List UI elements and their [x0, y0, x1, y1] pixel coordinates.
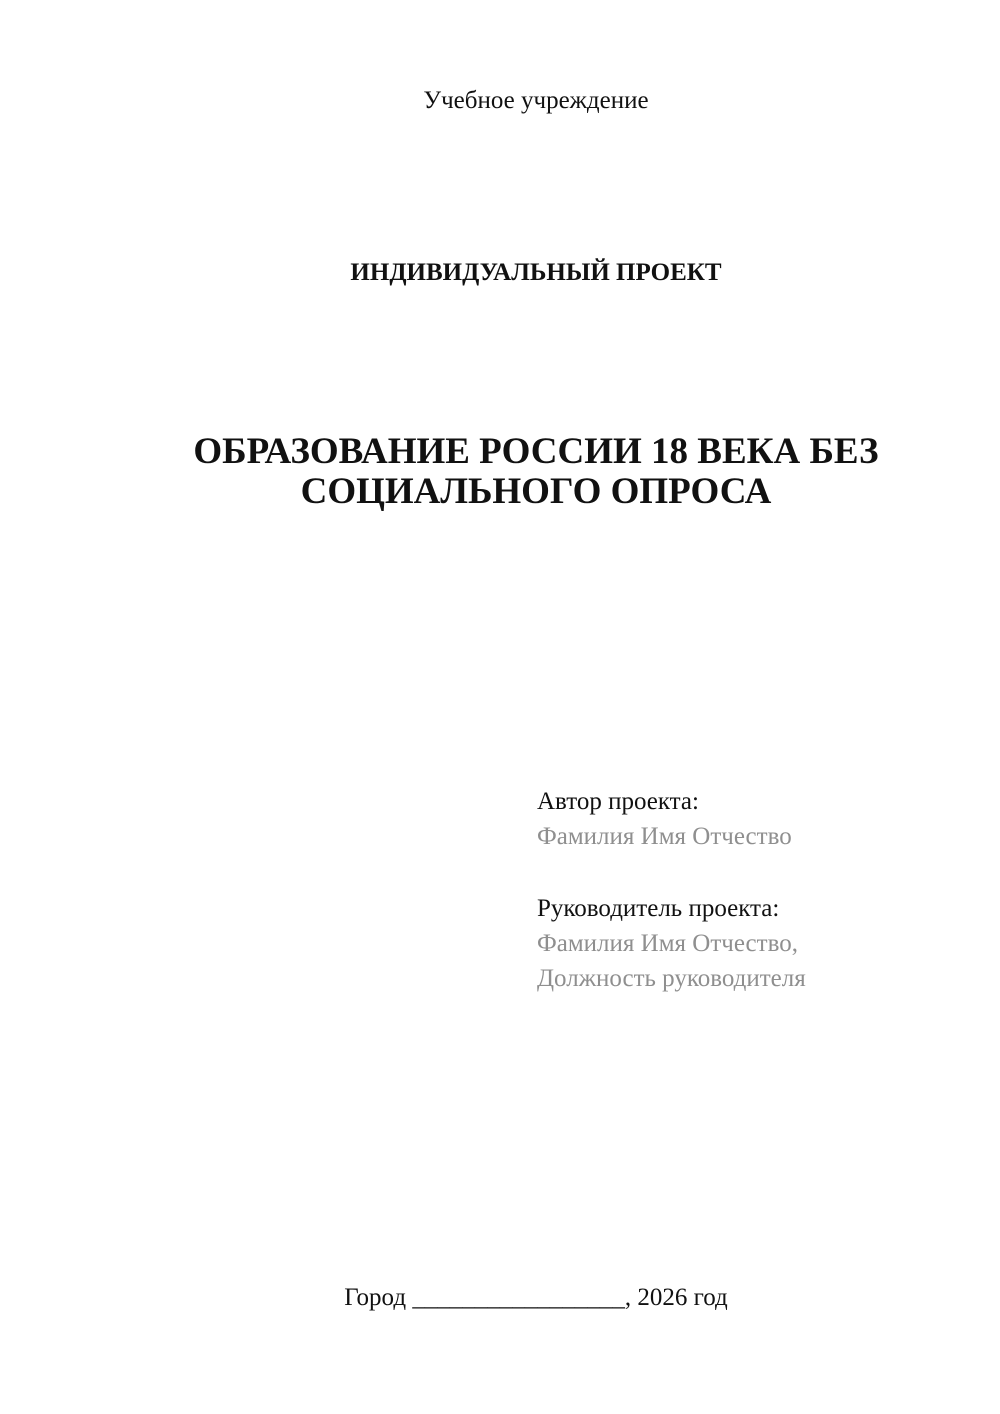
city-blank-line: _________________ — [412, 1284, 625, 1311]
supervisor-label: Руководитель проекта: — [537, 895, 780, 922]
credits-block — [537, 784, 806, 996]
supervisor-name-placeholder: Фамилия Имя Отчество, — [537, 930, 798, 957]
author-name-placeholder: Фамилия Имя Отчество — [537, 823, 792, 850]
project-type-heading: ИНДИВИДУАЛЬНЫЙ ПРОЕКТ — [350, 259, 722, 286]
supervisor-position-placeholder: Должность руководителя — [537, 965, 806, 992]
year-text: , 2026 год — [624, 1284, 728, 1311]
project-title-line1: ОБРАЗОВАНИЕ РОССИИ 18 ВЕКА БЕЗ — [193, 431, 879, 472]
credits-spacer — [537, 854, 806, 891]
city-label: Город — [344, 1284, 413, 1311]
project-title-line2: СОЦИАЛЬНОГО ОПРОСА — [300, 471, 772, 512]
project-title — [143, 432, 929, 512]
city-year-line — [143, 1281, 929, 1315]
institution-name: Учебное учреждение — [423, 87, 649, 114]
author-label: Автор проекта: — [537, 788, 699, 815]
